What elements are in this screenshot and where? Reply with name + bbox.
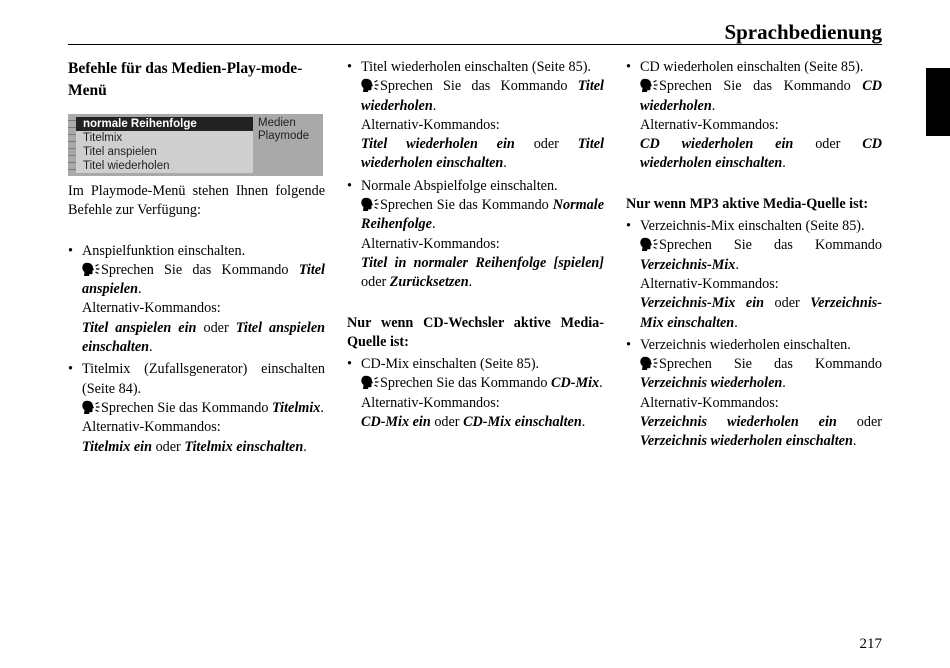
alt-command-1: CD wiederholen ein xyxy=(640,136,794,153)
column-3 xyxy=(626,58,882,455)
menu-row: Titel anspielen xyxy=(83,146,157,158)
alt-label: Alternativ-Kommandos: xyxy=(82,419,221,436)
alt-command-1: Titel in normaler Reihenfolge [spielen] xyxy=(361,254,604,271)
speaking-head-icon xyxy=(361,197,380,211)
item-description: Anspielfunktion einschalten. xyxy=(82,242,246,259)
speaking-head-icon xyxy=(82,262,101,276)
voice-command: Verzeichnis-Mix xyxy=(640,256,736,273)
alt-command-1: Verzeichnis wiederholen ein xyxy=(640,414,837,431)
alt-commands: CD wiederholen ein oder CD wiederholen einschalten. xyxy=(640,136,882,172)
command-item xyxy=(347,355,604,432)
alt-commands: Titel wiederholen ein oder Titel wiederholen einschalten. xyxy=(361,136,605,172)
speak-instruction: Sprechen Sie das Kommando CD wiederholen. xyxy=(640,78,882,114)
column-1 xyxy=(68,58,325,460)
alt-commands: Titelmix ein oder Titelmix einschalten. xyxy=(82,438,307,455)
alt-command-2: Titel anspielen einschalten xyxy=(82,319,326,356)
speak-text: Sprechen Sie das Kommando xyxy=(380,375,552,392)
command-list xyxy=(347,355,604,432)
alt-command-2: Titelmix einschalten xyxy=(184,438,304,455)
item-description: Verzeichnis wiederholen einschalten. xyxy=(640,336,851,353)
bullet: • xyxy=(68,361,73,378)
alt-command-1: Titel anspielen ein xyxy=(82,319,197,336)
speak-instruction: Sprechen Sie das Kommando CD-Mix. xyxy=(361,374,604,393)
alt-command-2: Zurücksetzen xyxy=(389,274,469,291)
alt-label: Alternativ-Kommandos: xyxy=(640,394,779,411)
side-label-line: Medien xyxy=(258,117,296,129)
alt-command-1: Titel wiederholen ein xyxy=(361,136,515,153)
bullet: • xyxy=(347,59,352,75)
item-description: CD-Mix einschalten (Seite 85). xyxy=(361,356,540,373)
menu-row: Titelmix xyxy=(83,132,123,144)
voice-command: Verzeichnis wiederholen xyxy=(640,375,783,392)
or-word: oder xyxy=(155,438,181,455)
or-word: oder xyxy=(361,274,387,291)
intro-paragraph: Im Playmode-Menü stehen Ihnen folgende Befehle zur Verfügung: xyxy=(68,183,325,219)
alt-label: Alternativ-Kommandos: xyxy=(640,275,779,292)
alt-label: Alternativ-Kommandos: xyxy=(361,235,500,252)
or-word: oder xyxy=(203,319,229,336)
column-2 xyxy=(347,58,604,435)
menu-row: Titel wiederholen xyxy=(83,160,170,172)
command-list xyxy=(626,217,882,452)
or-word: oder xyxy=(434,414,460,431)
voice-command: Titel wiederholen xyxy=(361,78,604,114)
alt-label: Alternativ-Kommandos: xyxy=(82,300,221,317)
voice-command: CD-Mix xyxy=(551,375,600,392)
bullet: • xyxy=(68,242,73,259)
speak-text: Sprechen Sie das Kommando xyxy=(101,399,273,416)
alt-command-2: Verzeichnis-Mix einschalten xyxy=(640,295,883,331)
speak-text: Sprechen Sie das Kommando xyxy=(380,78,578,95)
speak-text: Sprechen Sie das Kommando xyxy=(659,356,882,373)
command-item xyxy=(347,177,604,293)
command-list xyxy=(626,58,882,174)
header-rule xyxy=(68,44,882,45)
speak-instruction: Sprechen Sie das Kommando Normale Reihenfolge. xyxy=(361,197,604,233)
playmode-menu-screenshot xyxy=(68,114,323,176)
item-description: CD wiederholen einschalten (Seite 85). xyxy=(640,59,864,75)
alt-command-2: Titel wiederholen einschalten xyxy=(361,136,605,172)
alt-commands: CD-Mix ein oder CD-Mix einschalten. xyxy=(361,414,586,431)
alt-commands: Titel in normaler Reihenfolge [spielen] oder Zurücksetzen. xyxy=(361,254,604,291)
speaking-head-icon xyxy=(640,237,659,251)
alt-command-1: Titelmix ein xyxy=(82,438,153,455)
bullet: • xyxy=(347,356,352,373)
or-word: oder xyxy=(815,136,841,153)
page-header-title: Sprachbedienung xyxy=(724,20,882,44)
command-item xyxy=(626,217,882,333)
alt-commands: Titel anspielen ein oder Titel anspielen einschalten. xyxy=(82,319,326,356)
command-list xyxy=(347,58,604,293)
alt-commands: Verzeichnis wiederholen ein oder Verzeichnis wiederholen einschalten. xyxy=(640,414,882,450)
chapter-tab-marker xyxy=(926,68,950,136)
speak-instruction: Sprechen Sie das Kommando Titelmix. xyxy=(82,399,325,418)
alt-command-2: Verzeichnis wiederholen einschalten xyxy=(640,433,853,450)
alt-command-2: CD-Mix einschalten xyxy=(463,414,582,431)
menu-list xyxy=(76,117,253,173)
section-heading: Befehle für das Medien-Play-mode-Menü xyxy=(68,60,303,99)
speak-instruction: Sprechen Sie das Kommando Titel anspielen. xyxy=(82,261,325,298)
speaking-head-icon xyxy=(361,78,380,92)
command-item xyxy=(347,58,604,174)
item-description: Titel wiederholen einschalten (Seite 85). xyxy=(361,59,591,75)
alt-commands: Verzeichnis-Mix ein oder Verzeichnis-Mix einschalten. xyxy=(640,295,883,331)
side-label-line: Playmode xyxy=(258,130,310,142)
speaking-head-icon xyxy=(640,78,659,92)
bullet: • xyxy=(626,218,631,235)
alt-label: Alternativ-Kommandos: xyxy=(361,116,500,133)
voice-command: CD wiederholen xyxy=(640,78,882,114)
command-item xyxy=(626,58,882,174)
alt-command-2: CD wiederholen einschalten xyxy=(640,136,882,172)
speak-instruction: Sprechen Sie das Kommando Titel wiederholen. xyxy=(361,78,604,114)
voice-command: Titel anspielen xyxy=(82,261,325,298)
or-word: oder xyxy=(533,136,559,153)
bullet: • xyxy=(626,336,631,353)
or-word: oder xyxy=(856,414,882,431)
item-description: Verzeichnis-Mix einschalten (Seite 85). xyxy=(640,218,865,235)
command-list xyxy=(68,242,325,457)
menu-row-selected: normale Reihenfolge xyxy=(76,117,253,131)
alt-command-1: Verzeichnis-Mix ein xyxy=(640,295,765,312)
alt-label: Alternativ-Kommandos: xyxy=(361,394,500,411)
speak-text: Sprechen Sie das Kommando xyxy=(659,237,882,254)
speak-text: Sprechen Sie das Kommando xyxy=(380,197,553,214)
speaking-head-icon xyxy=(82,400,101,414)
voice-command: Titelmix xyxy=(272,399,321,416)
command-item xyxy=(68,360,325,456)
speaking-head-icon xyxy=(640,356,659,370)
alt-command-1: CD-Mix ein xyxy=(361,414,431,431)
bullet: • xyxy=(347,177,352,194)
speak-instruction: Sprechen Sie das Kommando Verzeichnis wiederholen. xyxy=(640,356,882,392)
condition-subheading: Nur wenn CD-Wechsler aktive Media-Quelle ist: xyxy=(347,314,604,350)
page-number: 217 xyxy=(859,636,882,652)
item-description: Titelmix (Zufallsgenerator) einschalten (Seite 84). xyxy=(82,361,325,397)
screen-edge-ticks xyxy=(68,114,76,176)
alt-label: Alternativ-Kommandos: xyxy=(640,116,779,133)
or-word: oder xyxy=(774,295,800,312)
speak-text: Sprechen Sie das Kommando xyxy=(659,78,863,95)
speaking-head-icon xyxy=(361,375,380,389)
condition-subheading: Nur wenn MP3 aktive Media-Quelle ist: xyxy=(626,195,869,212)
speak-text: Sprechen Sie das Kommando xyxy=(101,261,299,278)
command-item xyxy=(68,242,325,358)
speak-instruction: Sprechen Sie das Kommando Verzeichnis-Mix. xyxy=(640,237,882,273)
menu-side-label xyxy=(258,117,309,143)
voice-command: Normale Reihenfolge xyxy=(361,197,604,233)
bullet: • xyxy=(626,59,631,75)
item-description: Normale Abspielfolge einschalten. xyxy=(361,177,558,194)
command-item xyxy=(626,336,882,452)
